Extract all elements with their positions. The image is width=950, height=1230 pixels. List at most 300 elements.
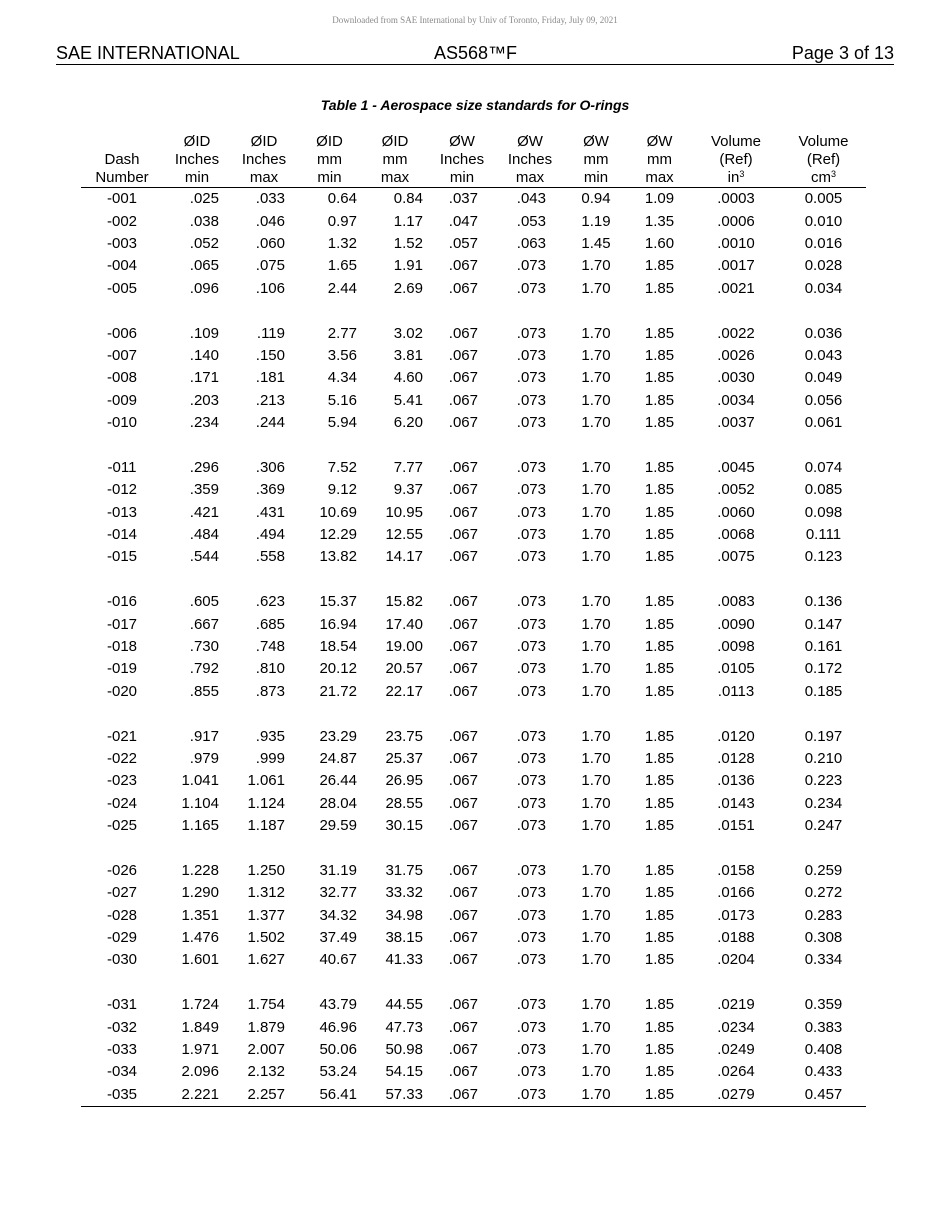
column-header-line xyxy=(297,169,362,187)
table-cell: .073 xyxy=(516,615,546,633)
table-cell: 1.70 xyxy=(581,1085,611,1103)
table-cell: .0090 xyxy=(717,615,755,633)
column-header-line xyxy=(628,133,691,151)
table-cell: .047 xyxy=(448,212,478,230)
table-cell: .067 xyxy=(448,727,478,745)
column-header xyxy=(297,133,362,188)
dash-number-cell: -035 xyxy=(106,1085,138,1103)
table-cell: .0021 xyxy=(717,279,755,297)
table-cell: .0052 xyxy=(717,481,755,499)
table-cell: 1.85 xyxy=(644,906,675,924)
table-cell: 0.210 xyxy=(804,749,843,767)
table-cell: 1.250 xyxy=(247,861,285,879)
table-cell: .067 xyxy=(448,615,478,633)
column-header-text: Inches xyxy=(174,151,220,168)
table-cell: 10.95 xyxy=(385,503,423,521)
table-cell: 1.85 xyxy=(644,458,675,476)
table-cell: 1.85 xyxy=(644,682,675,700)
table-cell: 1.041 xyxy=(181,772,219,790)
column-header-text: ØID xyxy=(250,133,278,150)
table-cell: 0.334 xyxy=(804,951,843,969)
table-cell: 0.136 xyxy=(804,593,843,611)
table-cell: .057 xyxy=(448,234,478,252)
table-cell: 12.55 xyxy=(385,526,423,544)
table-row xyxy=(81,322,866,344)
table-cell: .067 xyxy=(448,884,478,902)
table-cell: 1.476 xyxy=(181,929,219,947)
table-cell: 1.70 xyxy=(581,369,611,387)
table-row xyxy=(81,815,866,837)
table-cell: 1.19 xyxy=(581,212,611,230)
document-number: AS568™F xyxy=(434,43,518,63)
table-cell: 0.111 xyxy=(805,526,842,544)
table-cell: 34.98 xyxy=(385,906,423,924)
table-cell: .073 xyxy=(516,1085,546,1103)
table-cell: 1.35 xyxy=(644,212,675,230)
column-header xyxy=(231,133,297,188)
table-cell: 1.124 xyxy=(247,794,285,812)
table-row xyxy=(81,949,866,971)
table-cell: 1.70 xyxy=(581,324,611,342)
table-cell: 1.70 xyxy=(581,772,611,790)
table-cell: 12.29 xyxy=(319,526,357,544)
table-cell: 0.016 xyxy=(804,234,843,252)
table-cell: .999 xyxy=(255,749,285,767)
table-cell: 2.44 xyxy=(327,279,357,297)
table-cell: 21.72 xyxy=(319,682,357,700)
dash-number-cell: -004 xyxy=(106,257,138,275)
dash-number-cell: -009 xyxy=(106,391,138,409)
table-row xyxy=(81,233,866,255)
table-cell: .359 xyxy=(189,481,219,499)
table-cell: 4.60 xyxy=(393,369,423,387)
table-cell: 1.85 xyxy=(644,817,675,835)
column-header-text: mm xyxy=(382,151,408,168)
dash-number-cell: -001 xyxy=(106,190,138,208)
table-row xyxy=(81,1061,866,1083)
table-cell: .067 xyxy=(448,548,478,566)
column-header-text: Number xyxy=(95,169,149,186)
column-header-line xyxy=(628,151,691,169)
table-cell: .484 xyxy=(189,526,219,544)
table-cell: 3.02 xyxy=(393,324,423,342)
table-cell: 26.44 xyxy=(319,772,357,790)
table-cell: 5.94 xyxy=(327,414,357,432)
table-cell: .558 xyxy=(255,548,285,566)
table-cell: .067 xyxy=(448,1018,478,1036)
table-cell: .0188 xyxy=(717,929,755,947)
table-cell: 1.70 xyxy=(581,1041,611,1059)
table-cell: .053 xyxy=(516,212,546,230)
table-cell: 1.70 xyxy=(581,929,611,947)
table-cell: 24.87 xyxy=(319,749,357,767)
column-header-text: max xyxy=(249,169,279,186)
table-cell: 0.84 xyxy=(393,190,423,208)
column-header-line xyxy=(781,133,866,151)
table-cell: .038 xyxy=(189,212,219,230)
column-header-text: ØID xyxy=(183,133,211,150)
table-cell: .140 xyxy=(189,346,219,364)
table-cell: 23.75 xyxy=(385,727,423,745)
table-cell: 1.85 xyxy=(644,951,675,969)
table-cell: 1.971 xyxy=(181,1041,219,1059)
dash-number-cell: -015 xyxy=(106,548,138,566)
table-cell: .073 xyxy=(516,279,546,297)
table-cell: 1.85 xyxy=(644,1041,675,1059)
table-cell: 56.41 xyxy=(319,1085,357,1103)
table-cell: 1.70 xyxy=(581,638,611,655)
table-cell: 14.17 xyxy=(385,548,423,566)
column-header-line xyxy=(691,169,781,187)
table-cell: .0034 xyxy=(717,391,755,409)
table-cell: 13.82 xyxy=(319,548,357,566)
column-header-line xyxy=(231,169,297,187)
table-cell: .0219 xyxy=(717,996,755,1014)
table-cell: 19.00 xyxy=(385,638,423,655)
table-cell: 1.85 xyxy=(644,749,675,767)
table-cell: .073 xyxy=(516,481,546,499)
column-header-text: ØW xyxy=(646,133,673,150)
column-header-text: in xyxy=(727,169,740,186)
table-row xyxy=(81,725,866,747)
table-cell: 0.433 xyxy=(804,1063,843,1081)
table-cell: 0.123 xyxy=(804,548,843,566)
page-number: Page 3 of 13 xyxy=(791,43,894,63)
table-cell: 1.65 xyxy=(327,257,357,275)
table-cell: 43.79 xyxy=(319,996,357,1014)
table-cell: .0022 xyxy=(717,324,755,342)
table-cell: .067 xyxy=(448,391,478,409)
table-cell: 1.879 xyxy=(247,1018,285,1036)
table-cell: .0068 xyxy=(717,526,755,544)
column-header-text: mm xyxy=(583,151,609,168)
table-cell: .073 xyxy=(516,749,546,767)
table-cell: 0.074 xyxy=(804,458,843,476)
table-cell: 41.33 xyxy=(385,951,423,969)
table-cell: .605 xyxy=(189,593,219,611)
download-watermark: Downloaded from SAE International by Univ of Toronto, Friday, July 09, 2021 xyxy=(332,15,618,25)
column-header-line xyxy=(564,169,628,187)
column-header-line xyxy=(564,151,628,169)
table-cell: .0151 xyxy=(717,817,755,835)
table-cell: .0113 xyxy=(717,682,755,700)
table-cell: 1.061 xyxy=(247,772,285,790)
table-cell: .067 xyxy=(448,369,478,387)
table-cell: 2.132 xyxy=(247,1063,285,1081)
table-cell: 1.85 xyxy=(644,615,675,633)
table-cell: .067 xyxy=(448,481,478,499)
column-header-text: Volume xyxy=(798,133,849,150)
table-cell: .979 xyxy=(189,749,219,767)
table-cell: .073 xyxy=(516,638,546,655)
table-row xyxy=(81,1084,866,1107)
table-row xyxy=(81,770,866,792)
table-cell: 1.70 xyxy=(581,615,611,633)
table-row xyxy=(81,367,866,389)
column-header-line xyxy=(362,133,428,151)
table-cell: .073 xyxy=(516,503,546,521)
table-cell: .067 xyxy=(448,414,478,432)
table-cell: 2.007 xyxy=(247,1041,285,1059)
table-cell: 10.69 xyxy=(319,503,357,521)
column-header-text: ØW xyxy=(517,133,543,150)
table-cell: 1.70 xyxy=(581,257,611,275)
table-row xyxy=(81,390,866,412)
dash-number-cell: -026 xyxy=(106,861,138,879)
dash-number-cell: -012 xyxy=(106,481,138,499)
column-header-text: (Ref) xyxy=(806,151,841,168)
table-cell: .0120 xyxy=(717,727,755,745)
table-row xyxy=(81,882,866,904)
column-header-line xyxy=(428,133,496,151)
table-cell: .203 xyxy=(189,391,219,409)
table-cell: 0.036 xyxy=(804,324,843,342)
table-body xyxy=(81,188,866,1107)
unit-exponent: 3 xyxy=(739,169,745,179)
table-cell: 1.70 xyxy=(581,727,611,745)
table-cell: .667 xyxy=(189,615,219,633)
table-cell: 1.70 xyxy=(581,526,611,544)
table-cell: 1.601 xyxy=(181,951,219,969)
table-cell: .067 xyxy=(448,861,478,879)
table-cell: .073 xyxy=(516,346,546,364)
table-cell: 1.32 xyxy=(327,234,357,252)
table-cell: 1.70 xyxy=(581,481,611,499)
table-cell: .073 xyxy=(516,1041,546,1059)
table-cell: 0.94 xyxy=(581,190,611,208)
column-header-line xyxy=(81,151,163,169)
table-row xyxy=(81,479,866,501)
table-cell: 1.52 xyxy=(393,234,423,252)
table-cell: 0.147 xyxy=(804,615,843,633)
table-cell: .544 xyxy=(189,548,219,566)
column-header-text: min xyxy=(449,169,475,186)
table-cell: .073 xyxy=(516,1018,546,1036)
table-cell: 1.85 xyxy=(644,794,675,812)
table-cell: .073 xyxy=(516,951,546,969)
table-cell: 1.70 xyxy=(581,346,611,364)
table-cell: 17.40 xyxy=(385,615,423,633)
table-cell: 16.94 xyxy=(319,615,357,633)
column-header-line xyxy=(362,169,428,187)
table-cell: 0.085 xyxy=(804,481,843,499)
table-cell: 54.15 xyxy=(385,1063,423,1081)
table-cell: 2.77 xyxy=(327,324,357,342)
table-cell: .067 xyxy=(448,682,478,700)
column-header xyxy=(691,133,781,188)
table-cell: 1.70 xyxy=(581,593,611,611)
column-header-line xyxy=(362,151,428,169)
dash-number-cell: -005 xyxy=(106,279,138,297)
table-cell: 1.70 xyxy=(581,391,611,409)
table-row xyxy=(81,501,866,523)
table-row xyxy=(81,591,866,613)
table-cell: .073 xyxy=(516,414,546,432)
table-cell: 0.043 xyxy=(804,346,843,364)
table-cell: .0249 xyxy=(717,1041,755,1059)
table-cell: 1.70 xyxy=(581,458,611,476)
group-spacer xyxy=(81,703,866,725)
table-cell: .060 xyxy=(255,234,285,252)
table-row xyxy=(81,860,866,882)
column-header-line xyxy=(691,151,781,169)
table-cell: 26.95 xyxy=(385,772,423,790)
dash-number-cell: -034 xyxy=(106,1063,138,1081)
dash-number-cell: -028 xyxy=(106,906,138,924)
table-cell: 1.85 xyxy=(644,503,675,521)
table-cell: 1.70 xyxy=(581,1018,611,1036)
table-cell: 0.049 xyxy=(804,369,843,387)
table-cell: .067 xyxy=(448,1041,478,1059)
column-header xyxy=(362,133,428,188)
table-row xyxy=(81,546,866,568)
table-header-row xyxy=(81,133,866,188)
table-cell: .0143 xyxy=(717,794,755,812)
table-row xyxy=(81,681,866,703)
table-cell: 1.70 xyxy=(581,414,611,432)
dash-number-cell: -019 xyxy=(106,660,138,678)
table-cell: .0026 xyxy=(717,346,755,364)
table-cell: 50.06 xyxy=(319,1041,357,1059)
table-cell: 2.69 xyxy=(393,279,423,297)
table-row xyxy=(81,278,866,300)
table-row xyxy=(81,210,866,232)
table-cell: .0006 xyxy=(717,212,755,230)
table-cell: 1.85 xyxy=(644,369,675,387)
dash-number-cell: -010 xyxy=(106,414,138,432)
table-cell: 1.91 xyxy=(393,257,423,275)
column-header-text: min xyxy=(184,169,210,186)
table-cell: .073 xyxy=(516,727,546,745)
table-cell: 25.37 xyxy=(385,749,423,767)
table-cell: 0.283 xyxy=(804,906,843,924)
table-cell: 0.010 xyxy=(804,212,843,230)
table-cell: .073 xyxy=(516,458,546,476)
table-cell: 0.64 xyxy=(327,190,357,208)
table-cell: 1.104 xyxy=(181,794,219,812)
table-cell: 28.55 xyxy=(385,794,423,812)
column-header xyxy=(163,133,231,188)
table-cell: 0.234 xyxy=(804,794,843,812)
table-cell: 1.85 xyxy=(644,391,675,409)
table-cell: 1.70 xyxy=(581,1063,611,1081)
column-header xyxy=(496,133,564,188)
table-cell: 1.70 xyxy=(581,794,611,812)
group-spacer-cell xyxy=(81,703,866,725)
column-header-text: cm xyxy=(810,169,831,186)
table-cell: .067 xyxy=(448,996,478,1014)
column-header-text: max xyxy=(380,169,410,186)
table-cell: .0030 xyxy=(717,369,755,387)
table-cell: .109 xyxy=(189,324,219,342)
table-cell: 1.85 xyxy=(644,414,675,432)
table-cell: .073 xyxy=(516,817,546,835)
dash-number-cell: -002 xyxy=(106,212,138,230)
column-header-line xyxy=(231,151,297,169)
dash-number-cell: -031 xyxy=(106,996,138,1014)
table-cell: .073 xyxy=(516,548,546,566)
table-cell: 15.37 xyxy=(319,593,357,611)
table-cell: .234 xyxy=(189,414,219,432)
table-cell: .244 xyxy=(255,414,285,432)
column-header-line xyxy=(163,151,231,169)
column-header-line xyxy=(496,151,564,169)
table-cell: 1.70 xyxy=(581,951,611,969)
table-cell: 1.724 xyxy=(181,996,219,1014)
table-cell: .073 xyxy=(516,682,546,700)
table-cell: 0.97 xyxy=(327,212,357,230)
dash-number-cell: -030 xyxy=(106,951,138,969)
column-header-line xyxy=(781,151,866,169)
table-cell: .0037 xyxy=(717,414,755,432)
table-cell: 1.165 xyxy=(181,817,219,835)
table-cell: 1.70 xyxy=(581,817,611,835)
table-cell: 1.85 xyxy=(644,526,675,544)
table-cell: .073 xyxy=(516,526,546,544)
dash-number-cell: -018 xyxy=(106,638,138,655)
dash-number-cell: -022 xyxy=(106,749,138,767)
table-row xyxy=(81,255,866,277)
table-cell: .067 xyxy=(448,346,478,364)
table-cell: .052 xyxy=(189,234,219,252)
table-cell: 1.627 xyxy=(247,951,285,969)
table-cell: 18.54 xyxy=(319,638,357,655)
table-cell: 31.19 xyxy=(319,861,357,879)
table-cell: .067 xyxy=(448,257,478,275)
table-cell: 1.70 xyxy=(581,503,611,521)
table-cell: .0128 xyxy=(717,749,755,767)
table-cell: 40.67 xyxy=(319,951,357,969)
table-row xyxy=(81,188,866,211)
table-cell: .306 xyxy=(255,458,285,476)
group-spacer-cell xyxy=(81,972,866,994)
table-cell: 1.09 xyxy=(644,190,675,208)
table-cell: .046 xyxy=(255,212,285,230)
table-row xyxy=(81,457,866,479)
table-cell: .073 xyxy=(516,861,546,879)
table-cell: .296 xyxy=(189,458,219,476)
table-cell: 0.172 xyxy=(804,660,843,678)
table-cell: 1.70 xyxy=(581,996,611,1014)
dash-number-cell: -029 xyxy=(106,929,138,947)
column-header xyxy=(428,133,496,188)
table-cell: .073 xyxy=(516,772,546,790)
dash-number-cell: -027 xyxy=(106,884,138,902)
dash-number-cell: -006 xyxy=(106,324,138,342)
table-cell: .369 xyxy=(255,481,285,499)
table-cell: 2.096 xyxy=(181,1063,219,1081)
dash-number-cell: -007 xyxy=(106,346,138,364)
table-cell: .917 xyxy=(189,727,219,745)
table-row xyxy=(81,636,866,658)
table-row xyxy=(81,748,866,770)
table-row xyxy=(81,345,866,367)
table-cell: .067 xyxy=(448,458,478,476)
column-header-text: min xyxy=(317,169,342,186)
table-cell: .213 xyxy=(255,391,285,409)
table-cell: .073 xyxy=(516,593,546,611)
table-cell: .075 xyxy=(255,257,285,275)
table-cell: .073 xyxy=(516,369,546,387)
table-cell: 23.29 xyxy=(319,727,357,745)
column-header-line xyxy=(81,133,163,151)
column-header-text: ØW xyxy=(583,133,609,150)
table-cell: .025 xyxy=(189,190,219,208)
table-cell: 0.223 xyxy=(804,772,843,790)
column-header-line xyxy=(496,169,564,187)
dash-number-cell: -023 xyxy=(106,772,138,790)
table-cell: 33.32 xyxy=(385,884,423,902)
